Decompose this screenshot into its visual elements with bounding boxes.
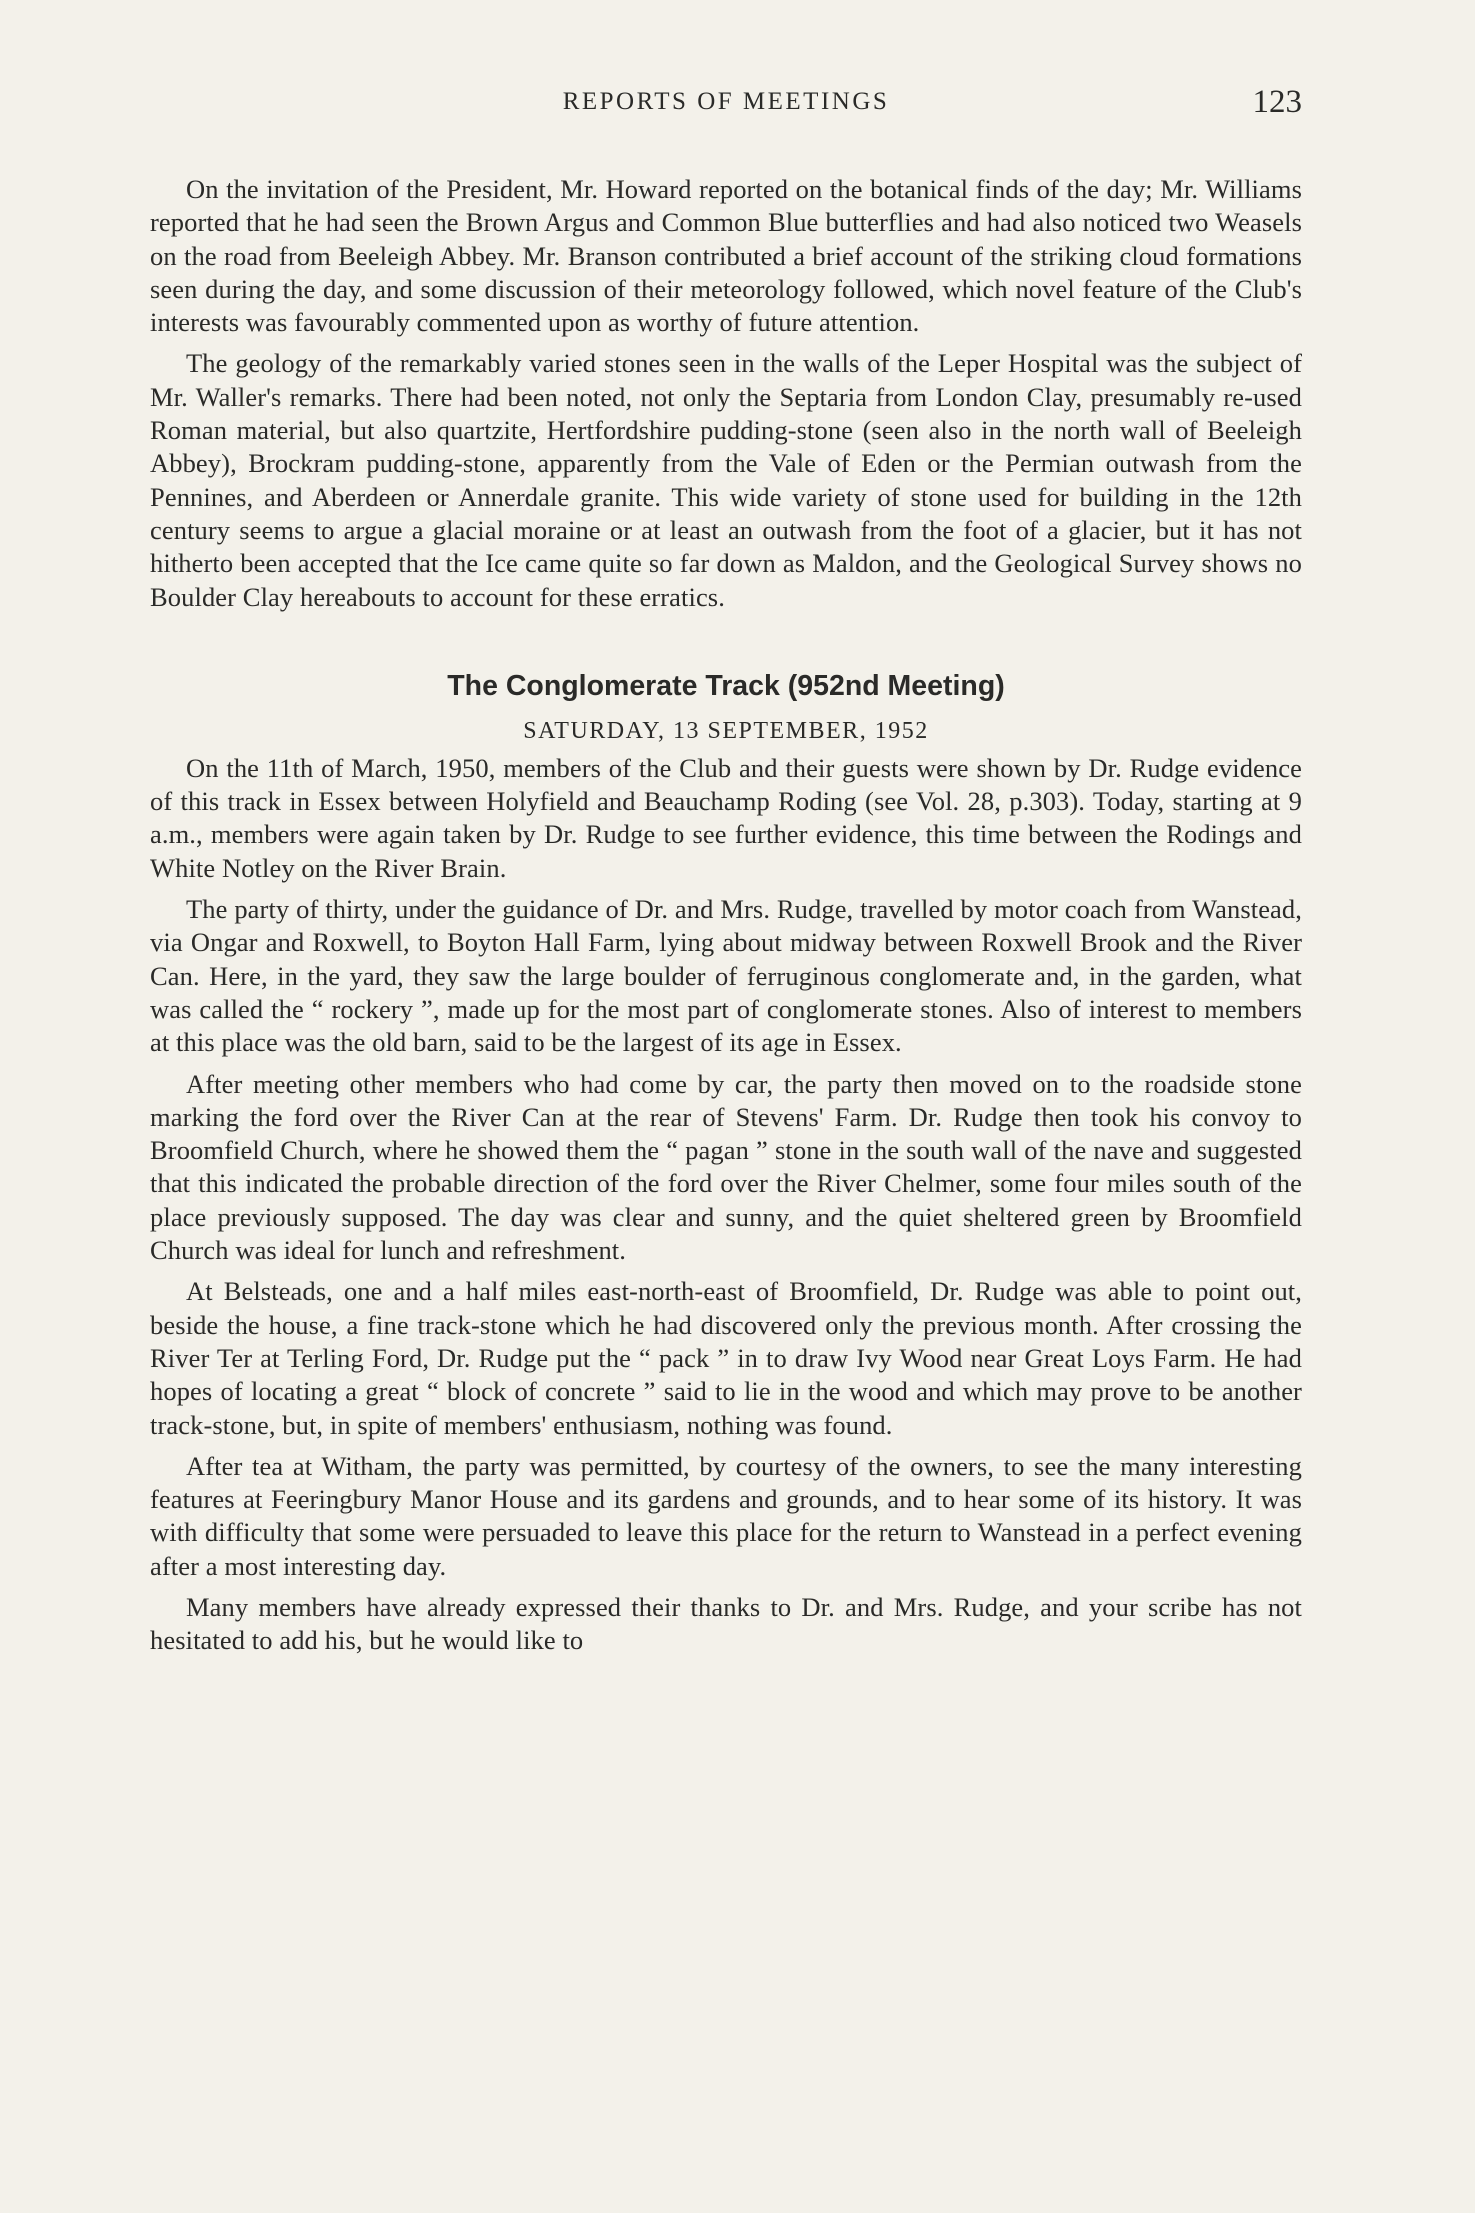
- running-title: REPORTS OF MEETINGS: [562, 88, 890, 115]
- paragraph-belsteads: At Belsteads, one and a half miles east-north-east of Broomfield, Dr. Rudge was able to point out, beside the house, a fine track-stone which he had discovered only the previous month. After crossing the River Ter at Terling Ford, Dr. Rudge put the “ pack ” in to draw Ivy Wood near Great Loys Farm. He had hopes of locating a great “ block of concrete ” said to lie in the wood and which may prove to be another track-stone, but, in spite of members' enthusiasm, nothing was found.: [150, 1276, 1302, 1440]
- paragraph-leper-hospital-geology: The geology of the remarkably varied stones seen in the walls of the Leper Hospital was the subject of Mr. Waller's remarks. There had been noted, not only the Septaria from London Clay, presumably re-used Roman material, but also quartzite, Hertfordshire pudding-stone (seen also in the north wall of Beeleigh Abbey), Brockram pudding-stone, apparently from the Vale of Eden or the Permian outwash from the Pennines, and Aberdeen or Annerdale granite. This wide variety of stone used for building in the 12th century seems to argue a glacial moraine or at least an outwash from the foot of a glacier, but it has not hitherto been accepted that the Ice came quite so far down as Maldon, and the Geological Survey shows no Boulder Clay hereabouts to account for these erratics.: [150, 348, 1302, 612]
- page-number: 123: [1252, 84, 1302, 120]
- paragraph-thanks: Many members have already expressed their thanks to Dr. and Mrs. Rudge, and your scribe has not hesitated to add his, but he would like to: [150, 1591, 1302, 1656]
- paragraph-track-evidence: On the 11th of March, 1950, members of the Club and their guests were shown by Dr. Rudge evidence of this track in Essex between Holyfield and Beauchamp Roding (see Vol. 28, p.303). Today, starting at 9 a.m., members were again taken by Dr. Rudge to see further evidence, this time between the Rodings and White Notley on the River Brain.: [150, 752, 1302, 883]
- meeting-date: SATURDAY, 13 SEPTEMBER, 1952: [523, 717, 929, 744]
- paragraph-boyton-hall: The party of thirty, under the guidance of Dr. and Mrs. Rudge, travelled by motor coach from Wanstead, via Ongar and Roxwell, to Boyton Hall Farm, lying about midway between Roxwell Brook and the River Can. Here, in the yard, they saw the large boulder of ferruginous conglomerate and, in the garden, what was called the “ rockery ”, made up for the most part of conglomerate stones. Also of interest to members at this place was the old barn, said to be the largest of its age in Essex.: [150, 894, 1302, 1058]
- paragraph-broomfield-church: After meeting other members who had come by car, the party then moved on to the roadside stone marking the ford over the River Can at the rear of Stevens' Farm. Dr. Rudge then took his convoy to Broomfield Church, where he showed them the “ pagan ” stone in the south wall of the nave and suggested that this indicated the probable direction of the ford over the River Chelmer, some four miles south of the place previously supposed. The day was clear and sunny, and the quiet sheltered green by Broomfield Church was ideal for lunch and refreshment.: [150, 1068, 1302, 1266]
- running-header: [150, 82, 1302, 122]
- paragraph-botanical-finds: On the invitation of the President, Mr. Howard reported on the botanical finds of the day; Mr. Williams reported that he had seen the Brown Argus and Common Blue butterflies and had also noticed two Weasels on the road from Beeleigh Abbey. Mr. Branson contributed a brief account of the striking cloud formations seen during the day, and some discussion of their meteorology followed, which novel feature of the Club's interests was favourably commented upon as worthy of future attention.: [150, 174, 1302, 338]
- section-heading: The Conglomerate Track (952nd Meeting): [447, 669, 1005, 702]
- body-text: [150, 173, 1302, 1658]
- paragraph-feeringbury: After tea at Witham, the party was permitted, by courtesy of the owners, to see the many interesting features at Feeringbury Manor House and its gardens and grounds, and to hear some of its history. It was with difficulty that some were persuaded to leave this place for the return to Wanstead in a perfect evening after a most interesting day.: [150, 1450, 1302, 1581]
